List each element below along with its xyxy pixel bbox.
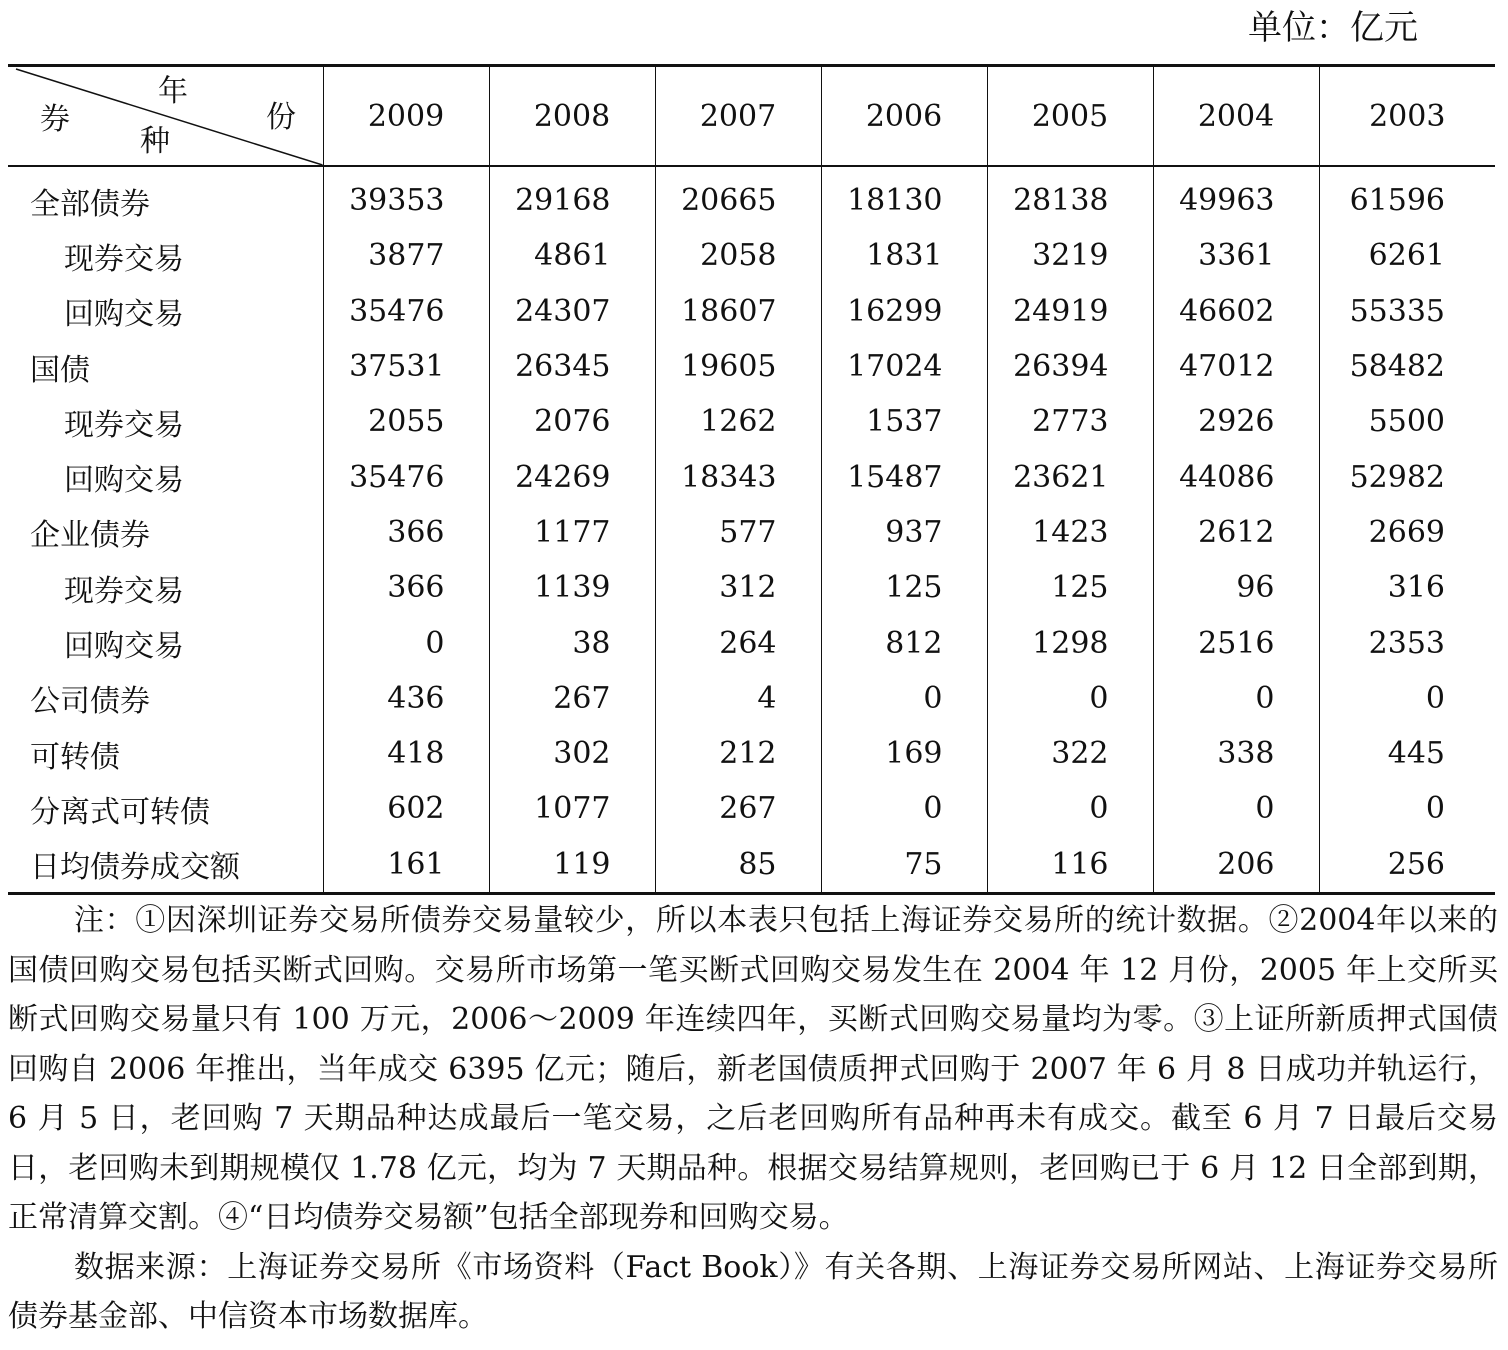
corner-type-char-1: 券 (40, 102, 70, 137)
value-cell: 24269 (489, 449, 655, 504)
value-cell: 267 (655, 781, 821, 836)
value-cell: 26394 (987, 339, 1153, 394)
value-cell: 2612 (1153, 505, 1319, 560)
corner-year-char-1: 年 (158, 74, 188, 109)
value-cell: 125 (821, 560, 987, 615)
value-cell: 96 (1153, 560, 1319, 615)
year-header: 2008 (489, 66, 655, 167)
bond-trading-table (8, 64, 1495, 895)
value-cell: 28138 (987, 166, 1153, 228)
year-header: 2005 (987, 66, 1153, 167)
year-header: 2003 (1319, 66, 1495, 167)
value-cell: 6261 (1319, 228, 1495, 283)
value-cell: 1139 (489, 560, 655, 615)
year-header: 2007 (655, 66, 821, 167)
value-cell: 85 (655, 837, 821, 894)
value-cell: 2516 (1153, 615, 1319, 670)
value-cell: 3219 (987, 228, 1153, 283)
value-cell: 1298 (987, 615, 1153, 670)
value-cell: 47012 (1153, 339, 1319, 394)
value-cell: 1831 (821, 228, 987, 283)
row-label: 分离式可转债 (30, 794, 210, 830)
value-cell: 602 (323, 781, 489, 836)
value-cell: 3877 (323, 228, 489, 283)
value-cell: 2353 (1319, 615, 1495, 670)
corner-header-cell (8, 66, 323, 167)
value-cell: 37531 (323, 339, 489, 394)
table-row (8, 228, 1495, 283)
value-cell: 61596 (1319, 166, 1495, 228)
value-cell: 19605 (655, 339, 821, 394)
value-cell: 2055 (323, 394, 489, 449)
corner-type-char-2: 种 (140, 124, 170, 159)
table-row (8, 339, 1495, 394)
row-label: 公司债券 (30, 684, 150, 720)
value-cell: 0 (1153, 781, 1319, 836)
value-cell: 264 (655, 615, 821, 670)
row-label: 回购交易 (64, 297, 184, 333)
value-cell: 4 (655, 671, 821, 726)
value-cell: 316 (1319, 560, 1495, 615)
value-cell: 5500 (1319, 394, 1495, 449)
value-cell: 119 (489, 837, 655, 894)
value-cell: 38 (489, 615, 655, 670)
value-cell: 577 (655, 505, 821, 560)
value-cell: 35476 (323, 284, 489, 339)
value-cell: 267 (489, 671, 655, 726)
row-label: 回购交易 (64, 629, 184, 665)
value-cell: 18343 (655, 449, 821, 504)
value-cell: 4861 (489, 228, 655, 283)
value-cell: 206 (1153, 837, 1319, 894)
value-cell: 18130 (821, 166, 987, 228)
value-cell: 1077 (489, 781, 655, 836)
value-cell: 0 (821, 671, 987, 726)
note-paragraph: 注：①因深圳证券交易所债券交易量较少，所以本表只包括上海证券交易所的统计数据。②2004年以来的国债回购交易包括买断式回购。交易所市场第一笔买断式回购交易发生在 2004 年 12 月份，2005 年上交所买断式回购交易量只有 100 万元，2006～2009 年连续四年，买断式回购交易量均为零。③上证所新质押式国债回购自 2006 年推出，当年成交 6395 亿元；随后，新老国债质押式回购于 2007 年 6 月 8 日成功并轨运行，6 月 5 日，老回购 7 天期品种达成最后一笔交易，之后老回购所有品种再未有成交。截至 6 月 7 日最后交易日，老回购未到期规模仅 1.78 亿元，均为 7 天期品种。根据交易结算规则，老回购已于 6 月 12 日全部到期，正常清算交割。④“日均债券交易额”包括全部现券和回购交易。 (8, 903, 1498, 1235)
value-cell: 812 (821, 615, 987, 670)
value-cell: 1177 (489, 505, 655, 560)
value-cell: 55335 (1319, 284, 1495, 339)
row-label: 国债 (30, 352, 90, 388)
value-cell: 322 (987, 726, 1153, 781)
row-label: 企业债券 (30, 518, 150, 554)
value-cell: 0 (1319, 671, 1495, 726)
table-notes (8, 896, 1498, 1342)
value-cell: 256 (1319, 837, 1495, 894)
year-header: 2009 (323, 66, 489, 167)
value-cell: 2076 (489, 394, 655, 449)
value-cell: 0 (1319, 781, 1495, 836)
value-cell: 58482 (1319, 339, 1495, 394)
value-cell: 39353 (323, 166, 489, 228)
value-cell: 338 (1153, 726, 1319, 781)
row-label: 现券交易 (64, 407, 184, 443)
value-cell: 49963 (1153, 166, 1319, 228)
value-cell: 2773 (987, 394, 1153, 449)
value-cell: 15487 (821, 449, 987, 504)
table-row (8, 781, 1495, 836)
value-cell: 0 (987, 671, 1153, 726)
value-cell: 1262 (655, 394, 821, 449)
value-cell: 35476 (323, 449, 489, 504)
table-row (8, 505, 1495, 560)
row-label: 回购交易 (64, 463, 184, 499)
value-cell: 52982 (1319, 449, 1495, 504)
value-cell: 75 (821, 837, 987, 894)
row-label: 全部债券 (30, 186, 150, 222)
table-row (8, 449, 1495, 504)
value-cell: 1423 (987, 505, 1153, 560)
value-cell: 161 (323, 837, 489, 894)
value-cell: 366 (323, 560, 489, 615)
value-cell: 312 (655, 560, 821, 615)
table-row (8, 284, 1495, 339)
value-cell: 44086 (1153, 449, 1319, 504)
value-cell: 0 (821, 781, 987, 836)
corner-year-char-2: 份 (266, 100, 296, 135)
value-cell: 116 (987, 837, 1153, 894)
row-label: 可转债 (30, 739, 120, 775)
row-label: 日均债券成交额 (8, 837, 323, 894)
value-cell: 937 (821, 505, 987, 560)
header-row (8, 66, 1495, 167)
table-row (8, 837, 1495, 894)
table-row (8, 671, 1495, 726)
value-cell: 16299 (821, 284, 987, 339)
value-cell: 418 (323, 726, 489, 781)
value-cell: 0 (1153, 671, 1319, 726)
value-cell: 445 (1319, 726, 1495, 781)
row-label: 现券交易 (64, 573, 184, 609)
value-cell: 29168 (489, 166, 655, 228)
year-header: 2004 (1153, 66, 1319, 167)
source-paragraph: 数据来源：上海证券交易所《市场资料（Fact Book）》有关各期、上海证券交易所网站、上海证券交易所债券基金部、中信资本市场数据库。 (8, 1249, 1498, 1334)
value-cell: 436 (323, 671, 489, 726)
value-cell: 18607 (655, 284, 821, 339)
table-row (8, 560, 1495, 615)
table-row (8, 726, 1495, 781)
value-cell: 23621 (987, 449, 1153, 504)
row-label: 现券交易 (64, 241, 184, 277)
value-cell: 24919 (987, 284, 1153, 339)
value-cell: 46602 (1153, 284, 1319, 339)
value-cell: 2926 (1153, 394, 1319, 449)
value-cell: 366 (323, 505, 489, 560)
value-cell: 212 (655, 726, 821, 781)
value-cell: 302 (489, 726, 655, 781)
year-header: 2006 (821, 66, 987, 167)
table-row (8, 166, 1495, 228)
value-cell: 17024 (821, 339, 987, 394)
value-cell: 2058 (655, 228, 821, 283)
value-cell: 0 (987, 781, 1153, 836)
value-cell: 0 (323, 615, 489, 670)
unit-label: 单位：亿元 (1248, 8, 1418, 48)
value-cell: 2669 (1319, 505, 1495, 560)
table-row (8, 394, 1495, 449)
table-body (8, 166, 1495, 893)
value-cell: 24307 (489, 284, 655, 339)
value-cell: 20665 (655, 166, 821, 228)
value-cell: 169 (821, 726, 987, 781)
table-row (8, 615, 1495, 670)
value-cell: 26345 (489, 339, 655, 394)
value-cell: 125 (987, 560, 1153, 615)
value-cell: 3361 (1153, 228, 1319, 283)
value-cell: 1537 (821, 394, 987, 449)
